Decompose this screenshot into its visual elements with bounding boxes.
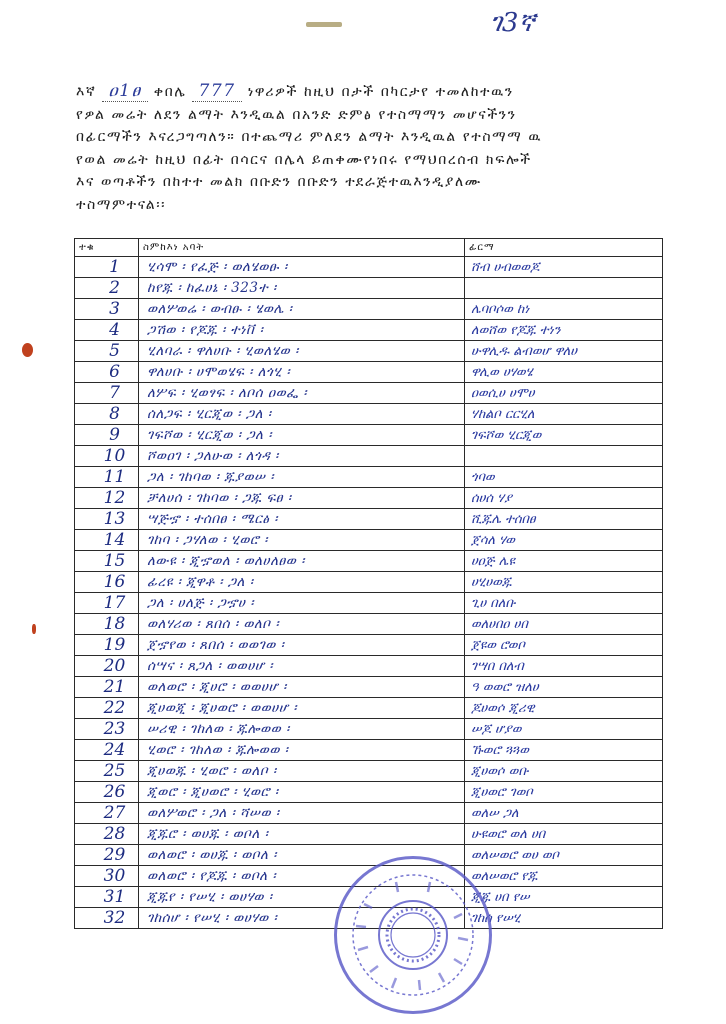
row-number: 6: [75, 362, 139, 383]
row-signature: ጆሀወሶ ጂሪዊ: [465, 698, 663, 719]
table-row: [75, 446, 663, 467]
row-name: ወለሦወሮ ፡ ጋለ ፡ ሻሠወ ፡: [139, 803, 465, 824]
table-row: [75, 509, 663, 530]
row-signature: ሸብ ሀብወወጆ: [465, 257, 663, 278]
table-row: [75, 425, 663, 446]
row-number: 7: [75, 383, 139, 404]
row-name: ወለሦወሬ ፡ ወብፁ ፡ ሄወሌ ፡: [139, 299, 465, 320]
row-number: 22: [75, 698, 139, 719]
row-signature: ሺጁሌ ተሰበፀ: [465, 509, 663, 530]
row-name: ገከሰሆ ፡ የሠሂ ፡ ወሀሃወ ፡: [139, 908, 465, 929]
header-number: ተቁ: [75, 239, 139, 257]
row-name: ሂወሮ ፡ ገከለወ ፡ ጁሎወወ ፡: [139, 740, 465, 761]
row-name: ጂጁሮ ፡ ወሀጁ ፡ ወቦለ ፡: [139, 824, 465, 845]
row-signature: ገሣበ በለብ: [465, 656, 663, 677]
row-number: 4: [75, 320, 139, 341]
handwritten-page-number: ገ3ኛ: [490, 8, 535, 38]
table-row: [75, 551, 663, 572]
row-signature: ጀዩወ ሮወቦ: [465, 635, 663, 656]
row-signature: ጂጁ ሀበ የሠ: [465, 887, 663, 908]
table-row: [75, 320, 663, 341]
row-signature: [465, 446, 663, 467]
row-name: ሂለባራ ፡ ዋለሀቡ ፡ ሂወለሄወ ፡: [139, 341, 465, 362]
row-signature: ገከሰ የሠሂ: [465, 908, 663, 929]
row-name: ለሦፍ ፡ ሂወፃፍ ፡ ለቦሰ ዐወፌ ፡: [139, 383, 465, 404]
row-name: ጂወሮ ፡ ጂሀወሮ ፡ ሂወሮ ፡: [139, 782, 465, 803]
row-signature: ሀዐጅ ሌዩ: [465, 551, 663, 572]
row-name: ወለሃሪወ ፡ ጸበሰ ፡ ወለቦ ፡: [139, 614, 465, 635]
table-row: [75, 803, 663, 824]
row-name: ወለወሮ ፡ የጆጁ ፡ ወቦለ ፡: [139, 866, 465, 887]
stamp-graphic: [334, 856, 492, 1014]
row-name: ጋለ ፡ ገከባወ ፡ ጁያወሠ ፡: [139, 467, 465, 488]
row-number: 28: [75, 824, 139, 845]
row-name: ሠሪዊ ፡ ገከለወ ፡ ጁሎወወ ፡: [139, 719, 465, 740]
row-name: ሰለጋፍ ፡ ሂርጂወ ፡ ጋለ ፡: [139, 404, 465, 425]
handwritten-place: ዐ1ፀ: [102, 81, 147, 102]
row-signature: ወለሀበዐ ሀበ: [465, 614, 663, 635]
row-number: 20: [75, 656, 139, 677]
table-row: [75, 362, 663, 383]
row-signature: ጊሀ በለቡ: [465, 593, 663, 614]
intro-word-we: እኛ: [76, 84, 97, 100]
table-row: [75, 278, 663, 299]
row-signature: ዓ ወወሮ ዝለሀ: [465, 677, 663, 698]
table-row: [75, 635, 663, 656]
row-signature: ሠጆ ሆያወ: [465, 719, 663, 740]
row-signature: ገፍሾወ ሂርጂወ: [465, 425, 663, 446]
row-number: 27: [75, 803, 139, 824]
row-signature: ወለሠወሮ የጁ: [465, 866, 663, 887]
row-number: 10: [75, 446, 139, 467]
row-number: 9: [75, 425, 139, 446]
row-number: 17: [75, 593, 139, 614]
table-row: [75, 383, 663, 404]
table-row: [75, 677, 663, 698]
signature-table: [74, 238, 662, 929]
row-name: ከየጁ ፡ ከፈሀኔ ፡ 323ተ ፡: [139, 278, 465, 299]
intro-word-kebele: ቀበሌ: [153, 84, 187, 100]
row-signature: ሁዩወሮ ወለ ሀበ: [465, 824, 663, 845]
table-row: [75, 614, 663, 635]
official-stamp: [334, 856, 492, 1014]
intro-line-5: እና ወጣቶችን በከተተ መልክ በቡድን በቡድን ተደራጅተዉእንዲያለሙ: [76, 174, 482, 190]
intro-line-3: በፊርማችን እናረጋግጣለን። በተጨማሪ ምለደን ልማት እንዲዉል የተስማማ ዉ: [76, 129, 543, 145]
intro-line-1: [76, 80, 666, 104]
table-row: [75, 299, 663, 320]
row-number: 15: [75, 551, 139, 572]
table-row: [75, 467, 663, 488]
row-name: ወለወሮ ፡ ጂሀሮ ፡ ወወሀሆ ፡: [139, 677, 465, 698]
table-row: [75, 257, 663, 278]
ink-blot: [32, 624, 36, 634]
row-number: 31: [75, 887, 139, 908]
table-header-row: [75, 239, 663, 257]
table-row: [75, 530, 663, 551]
intro-line-2: የዎል መሬት ለደን ልማት እንዲዉል በአንድ ድምፅ የተስማማን መሆናችንን: [76, 106, 517, 123]
table-row: [75, 488, 663, 509]
row-number: 24: [75, 740, 139, 761]
row-signature: ሰሀሰ ሃያ: [465, 488, 663, 509]
row-name: ሰሣና ፡ ጸጋለ ፡ ወወሀሆ ፡: [139, 656, 465, 677]
row-name: ጂሀወጁ ፡ ሂወሮ ፡ ወለቦ ፡: [139, 761, 465, 782]
row-signature: [465, 278, 663, 299]
row-number: 5: [75, 341, 139, 362]
row-number: 25: [75, 761, 139, 782]
table-row: [75, 761, 663, 782]
row-signature: ወለሠወሮ ወሀ ወቦ: [465, 845, 663, 866]
table-row: [75, 656, 663, 677]
table-row: [75, 698, 663, 719]
table-row: [75, 719, 663, 740]
table-row: [75, 740, 663, 761]
row-name: ገፍሾወ ፡ ሂርጂወ ፡ ጋለ ፡: [139, 425, 465, 446]
intro-line-1-text: ነዋሪዎች ከዚህ በታች በካርታየ ተመለከተዉን: [247, 84, 514, 100]
row-signature: ጀሳለ ሃወ: [465, 530, 663, 551]
row-signature: ጎባወ: [465, 467, 663, 488]
row-name: ጀኇየወ ፡ ጸበሰ ፡ ወወገወ ፡: [139, 635, 465, 656]
row-name: ሾወዐገ ፡ ጋለሁወ ፡ ለጎዳ ፡: [139, 446, 465, 467]
row-signature: ሁዋሊዱ ልብወሆ ዋለሀ: [465, 341, 663, 362]
row-signature: ወለሠ ጋለ: [465, 803, 663, 824]
row-number: 12: [75, 488, 139, 509]
row-signature: ሀሂሀወጁ: [465, 572, 663, 593]
row-number: 11: [75, 467, 139, 488]
row-signature: ጂሀወሮ ገወቦ: [465, 782, 663, 803]
row-signature: ለወሸወ የጆጁ ተነን: [465, 320, 663, 341]
table-row: [75, 782, 663, 803]
row-signature: ሌባቦሶወ ከነ: [465, 299, 663, 320]
row-name: ለውዩ ፡ ጂኇወለ ፡ ወለሀለፀወ ፡: [139, 551, 465, 572]
header-signature: ፊርማ: [465, 239, 663, 257]
table-row: [75, 593, 663, 614]
ink-blot: [22, 343, 33, 357]
staple-mark: [306, 22, 342, 27]
row-name: ጂጁየ ፡ የሠሂ ፡ ወሀሃወ ፡: [139, 887, 465, 908]
row-number: 14: [75, 530, 139, 551]
row-number: 1: [75, 257, 139, 278]
row-number: 30: [75, 866, 139, 887]
intro-paragraph: [76, 80, 666, 216]
row-signature: ሃከልቦ ርርሂለ: [465, 404, 663, 425]
row-number: 16: [75, 572, 139, 593]
row-signature: ዋሊወ ሀሃወሄ: [465, 362, 663, 383]
row-number: 23: [75, 719, 139, 740]
row-number: 8: [75, 404, 139, 425]
row-number: 2: [75, 278, 139, 299]
row-number: 29: [75, 845, 139, 866]
row-name: ገከባ ፡ ጋሃለወ ፡ ሂወሮ ፡: [139, 530, 465, 551]
table-row: [75, 824, 663, 845]
row-name: ጋለ ፡ ሀለጅ ፡ ጋኇሀ ፡: [139, 593, 465, 614]
row-name: ጂሀወጂ ፡ ጂሀወሮ ፡ ወወሀሆ ፡: [139, 698, 465, 719]
table-row: [75, 572, 663, 593]
header-name: ስምከእነ አባት: [139, 239, 465, 257]
row-name: ቻለሀሰ ፡ ገከባወ ፡ ጋጁ ፍፀ ፡: [139, 488, 465, 509]
row-name: ሂሳሞ ፡ የፈጅ ፡ ወለሄወፁ ፡: [139, 257, 465, 278]
row-number: 13: [75, 509, 139, 530]
row-signature: ዐወሲሀ ሀሞሀ: [465, 383, 663, 404]
row-name: ጋሽወ ፡ የጆጁ ፡ ተነቨ ፡: [139, 320, 465, 341]
row-name: ወለወሮ ፡ ወሀጁ ፡ ወቦለ ፡: [139, 845, 465, 866]
intro-line-4: የወል መሬት ከዚህ በፊት በሳርና በሌላ ይጠቀሙየነበሩ የማህበረሰብ ክፍሎች: [76, 151, 532, 168]
row-name: ዋለሀቡ ፡ ሀሞወሄፍ ፡ ለጎሂ ፡: [139, 362, 465, 383]
row-number: 18: [75, 614, 139, 635]
row-number: 26: [75, 782, 139, 803]
row-signature: ኹወሮ ጓጓወ: [465, 740, 663, 761]
row-signature: ጂሀወሶ ወቡ: [465, 761, 663, 782]
intro-line-6: ተስማምተናል፡፡: [76, 196, 167, 213]
table-row: [75, 404, 663, 425]
handwritten-kebele-number: 777: [192, 81, 241, 102]
table-row: [75, 341, 663, 362]
row-number: 32: [75, 908, 139, 929]
row-number: 19: [75, 635, 139, 656]
row-number: 21: [75, 677, 139, 698]
row-number: 3: [75, 299, 139, 320]
row-name: ፊረዩ ፡ ጂዋቶ ፡ ጋለ ፡: [139, 572, 465, 593]
row-name: ሣጅኇ ፡ ተሰበፀ ፡ ሜርፅ ፡: [139, 509, 465, 530]
